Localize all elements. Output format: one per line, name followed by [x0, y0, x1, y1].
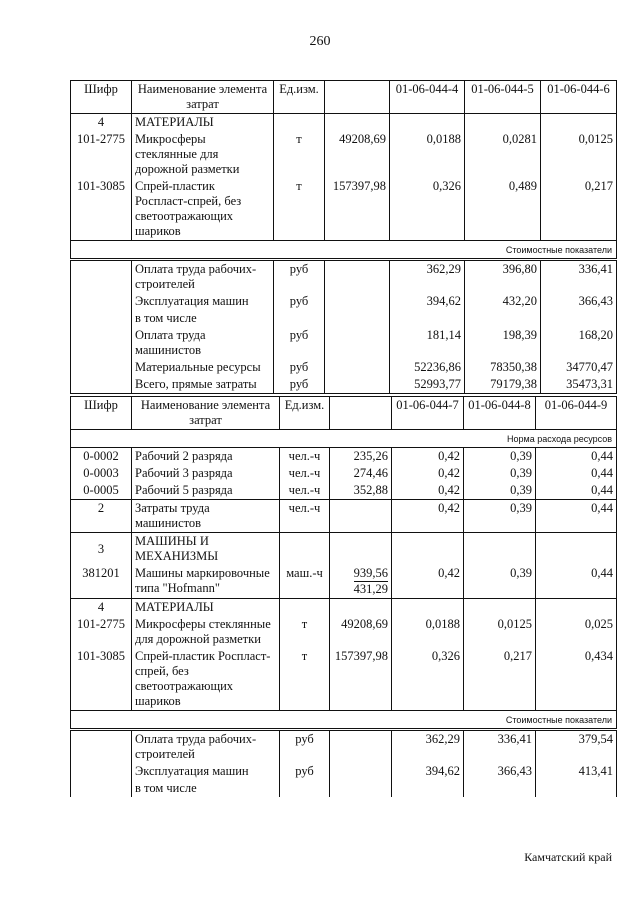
- item-value: 0,0125: [541, 131, 617, 178]
- item-value: 0,42: [392, 500, 464, 533]
- cost-value: 35473,31: [541, 376, 617, 394]
- item-value: 0,217: [464, 648, 536, 711]
- header-name: Наименование элемента затрат: [132, 397, 280, 430]
- item-name: Рабочий 3 разряда: [132, 465, 280, 482]
- item-value: 0,42: [392, 465, 464, 482]
- table-row: [71, 500, 617, 533]
- section-row: [71, 599, 617, 617]
- header-col-3: 01-06-044-6: [541, 81, 617, 114]
- item-price: 157397,98: [325, 178, 390, 241]
- item-name: Рабочий 2 разряда: [132, 448, 280, 466]
- table-row: [71, 616, 617, 648]
- item-value: 0,42: [392, 565, 464, 599]
- item-value: 0,326: [390, 178, 465, 241]
- cost-value: 52993,77: [390, 376, 465, 394]
- cost-value: 34770,47: [541, 359, 617, 376]
- cost-row: [71, 310, 617, 327]
- item-value: 0,44: [536, 448, 617, 466]
- item-code: 0-0005: [71, 482, 132, 500]
- cost-row: [71, 763, 617, 780]
- item-value: 0,44: [536, 565, 617, 599]
- cost-indicators-note: Стоимостные показатели: [71, 241, 617, 260]
- item-unit: чел.-ч: [280, 482, 330, 500]
- item-price: [330, 565, 392, 599]
- section-title: МАТЕРИАЛЫ: [132, 114, 274, 132]
- machine-price: 939,56: [353, 566, 388, 580]
- table-row: [71, 648, 617, 711]
- cost-value: 362,29: [390, 260, 465, 294]
- item-price: 235,26: [330, 448, 392, 466]
- cost-name: Эксплуатация машин: [132, 763, 280, 780]
- cost-value: 198,39: [465, 327, 541, 359]
- cost-row: [71, 260, 617, 294]
- item-name: Спрей-пластик Роспласт-спрей, без светоотражающих шариков: [132, 178, 274, 241]
- item-name: Машины маркировочные типа "Hofmann": [132, 565, 280, 599]
- item-value: 0,0188: [390, 131, 465, 178]
- header-unit: Ед.изм.: [280, 397, 330, 430]
- header-code: Шифр: [71, 397, 132, 430]
- cost-value: 366,43: [464, 763, 536, 780]
- cost-name: Оплата труда рабочих-строителей: [132, 260, 274, 294]
- header-price: [330, 397, 392, 430]
- section-row: [71, 533, 617, 566]
- item-value: 0,42: [392, 448, 464, 466]
- item-value: 0,434: [536, 648, 617, 711]
- cost-name: Оплата труда машинистов: [132, 327, 274, 359]
- item-name: Микросферы стеклянные для дорожной разметки: [132, 616, 280, 648]
- item-name: Микросферы стеклянные для дорожной разметки: [132, 131, 274, 178]
- cost-row: [71, 780, 617, 797]
- cost-unit: руб: [274, 376, 325, 394]
- cost-name: Эксплуатация машин: [132, 293, 274, 310]
- item-code: 0-0003: [71, 465, 132, 482]
- table-header: [71, 81, 617, 114]
- cost-value: 336,41: [541, 260, 617, 294]
- table-row: [71, 178, 617, 241]
- item-unit: маш.-ч: [280, 565, 330, 599]
- item-code: 101-3085: [71, 178, 132, 241]
- cost-unit: руб: [274, 260, 325, 294]
- section-title: МАШИНЫ И МЕХАНИЗМЫ: [132, 533, 280, 566]
- cost-indicators-note: Стоимостные показатели: [71, 711, 617, 730]
- cost-value: 52236,86: [390, 359, 465, 376]
- header-unit: Ед.изм.: [274, 81, 325, 114]
- cost-unit: руб: [280, 763, 330, 780]
- section-number: 4: [71, 599, 132, 617]
- cost-value: 432,20: [465, 293, 541, 310]
- item-value: 0,0281: [465, 131, 541, 178]
- note-row: [71, 430, 617, 448]
- cost-value: 379,54: [536, 730, 617, 764]
- cost-row: [71, 359, 617, 376]
- item-code: 101-3085: [71, 648, 132, 711]
- item-unit: чел.-ч: [280, 448, 330, 466]
- item-value: 0,44: [536, 465, 617, 482]
- item-unit: чел.-ч: [280, 500, 330, 533]
- item-value: 0,39: [464, 500, 536, 533]
- note-row: [71, 711, 617, 730]
- cost-value: 394,62: [392, 763, 464, 780]
- cost-value: 79179,38: [465, 376, 541, 394]
- item-price: 49208,69: [330, 616, 392, 648]
- cost-name: в том числе: [132, 310, 274, 327]
- cost-value: 394,62: [390, 293, 465, 310]
- estimate-table-2: [70, 396, 617, 797]
- item-name: Рабочий 5 разряда: [132, 482, 280, 500]
- table-row: [71, 482, 617, 500]
- item-value: 0,39: [464, 465, 536, 482]
- item-value: 0,44: [536, 500, 617, 533]
- item-name: Затраты труда машинистов: [132, 500, 280, 533]
- cost-value: 396,80: [465, 260, 541, 294]
- header-code: Шифр: [71, 81, 132, 114]
- item-value: 0,217: [541, 178, 617, 241]
- machine-price-secondary: 431,29: [353, 582, 388, 596]
- table-row: [71, 448, 617, 466]
- item-price: 274,46: [330, 465, 392, 482]
- resource-norm-note: Норма расхода ресурсов: [71, 430, 617, 448]
- section-number: 4: [71, 114, 132, 132]
- item-unit: т: [274, 131, 325, 178]
- cost-name: Материальные ресурсы: [132, 359, 274, 376]
- item-value: 0,489: [465, 178, 541, 241]
- item-unit: т: [280, 616, 330, 648]
- cost-unit: руб: [274, 359, 325, 376]
- item-value: 0,326: [392, 648, 464, 711]
- item-code: 2: [71, 500, 132, 533]
- cost-value: 366,43: [541, 293, 617, 310]
- item-value: 0,42: [392, 482, 464, 500]
- cost-row: [71, 293, 617, 310]
- table-header: [71, 397, 617, 430]
- item-value: 0,0125: [464, 616, 536, 648]
- estimate-table-1: [70, 80, 617, 394]
- item-name: Спрей-пластик Роспласт-спрей, без светоотражающих шариков: [132, 648, 280, 711]
- cost-row: [71, 327, 617, 359]
- cost-value: 413,41: [536, 763, 617, 780]
- item-value: 0,44: [536, 482, 617, 500]
- item-unit: т: [274, 178, 325, 241]
- header-col-1: 01-06-044-7: [392, 397, 464, 430]
- header-col-2: 01-06-044-8: [464, 397, 536, 430]
- item-value: 0,39: [464, 448, 536, 466]
- item-price: 352,88: [330, 482, 392, 500]
- section-title: МАТЕРИАЛЫ: [132, 599, 280, 617]
- item-value: 0,39: [464, 565, 536, 599]
- table-row: [71, 465, 617, 482]
- header-col-2: 01-06-044-5: [465, 81, 541, 114]
- section-number: 3: [71, 533, 132, 566]
- cost-value: 336,41: [464, 730, 536, 764]
- cost-name: Оплата труда рабочих-строителей: [132, 730, 280, 764]
- cost-row: [71, 730, 617, 764]
- cost-value: 362,29: [392, 730, 464, 764]
- item-price: 49208,69: [325, 131, 390, 178]
- item-price: 157397,98: [330, 648, 392, 711]
- header-col-3: 01-06-044-9: [536, 397, 617, 430]
- item-code: 101-2775: [71, 131, 132, 178]
- item-code: 381201: [71, 565, 132, 599]
- item-unit: т: [280, 648, 330, 711]
- item-value: 0,025: [536, 616, 617, 648]
- item-value: 0,39: [464, 482, 536, 500]
- item-value: 0,0188: [392, 616, 464, 648]
- cost-value: 78350,38: [465, 359, 541, 376]
- cost-row: [71, 376, 617, 394]
- page-number: 260: [309, 34, 331, 49]
- cost-name: в том числе: [132, 780, 280, 797]
- header-name: Наименование элемента затрат: [132, 81, 274, 114]
- cost-value: 168,20: [541, 327, 617, 359]
- region-footer: Камчатский край: [524, 850, 612, 864]
- item-unit: чел.-ч: [280, 465, 330, 482]
- table-row: [71, 131, 617, 178]
- note-row: [71, 241, 617, 260]
- item-code: 0-0002: [71, 448, 132, 466]
- cost-value: 181,14: [390, 327, 465, 359]
- header-col-1: 01-06-044-4: [390, 81, 465, 114]
- section-row: [71, 114, 617, 132]
- table-row: [71, 565, 617, 599]
- cost-unit: руб: [280, 730, 330, 764]
- cost-unit: руб: [274, 327, 325, 359]
- cost-name: Всего, прямые затраты: [132, 376, 274, 394]
- cost-unit: руб: [274, 293, 325, 310]
- header-price: [325, 81, 390, 114]
- item-code: 101-2775: [71, 616, 132, 648]
